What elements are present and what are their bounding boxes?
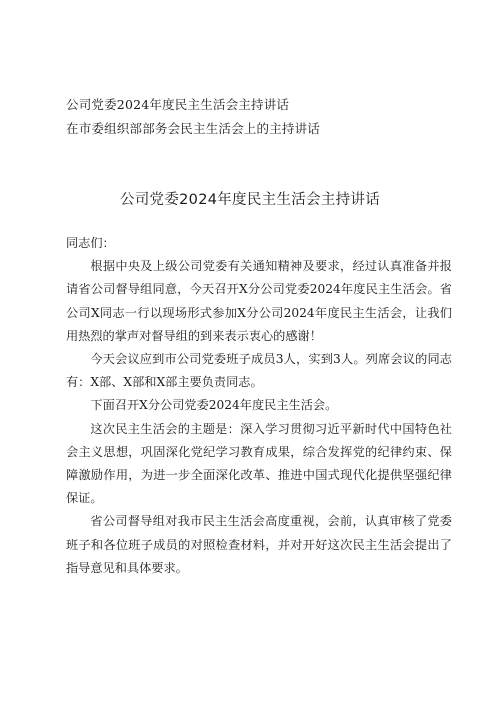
header-title-list <box>66 93 466 141</box>
header-title-line-2: 在市委组织部部务会民主生活会上的主持讲话 <box>66 121 321 136</box>
paragraph-5: 省公司督导组对我市民主生活会高度重视，会前，认真审核了党委班子和各位班子成员的对照检查材料，并对开好这次民主生活会提出了指导意见和具体要求。 <box>66 514 452 575</box>
paragraph-4: 这次民主生活会的主题是：深入学习贯彻习近平新时代中国特色社会主义思想，巩固深化党纪学习教育成果，综合发挥党的纪律约束、保障激励作用，为进一步全面深化改革、推进中国式现代化提供坚强纪律保证。 <box>66 421 452 506</box>
paragraph-3: 下面召开X分公司党委2024年度民主生活会。 <box>90 398 338 413</box>
paragraph-1: 根据中央及上级公司党委有关通知精神及要求，经过认真准备并报请省公司督导组同意，今天召开X分公司党委2024年度民主生活会。省公司X同志一行以现场形式参加X分公司2024年度民主生活会，让我们用热烈的掌声对督导组的到来表示衷心的感谢！ <box>66 259 452 343</box>
salutation: 同志们： <box>66 236 115 250</box>
paragraph-2: 今天会议应到市公司党委班子成员3人，实到3人。列席会议的同志有：X部、X部和X部主要负责同志。 <box>66 352 452 390</box>
header-title-line-1: 公司党委2024年度民主生活会主持讲话 <box>66 97 290 112</box>
document-title: 公司党委2024年度民主生活会主持讲话 <box>119 192 381 208</box>
document-body <box>66 232 452 580</box>
